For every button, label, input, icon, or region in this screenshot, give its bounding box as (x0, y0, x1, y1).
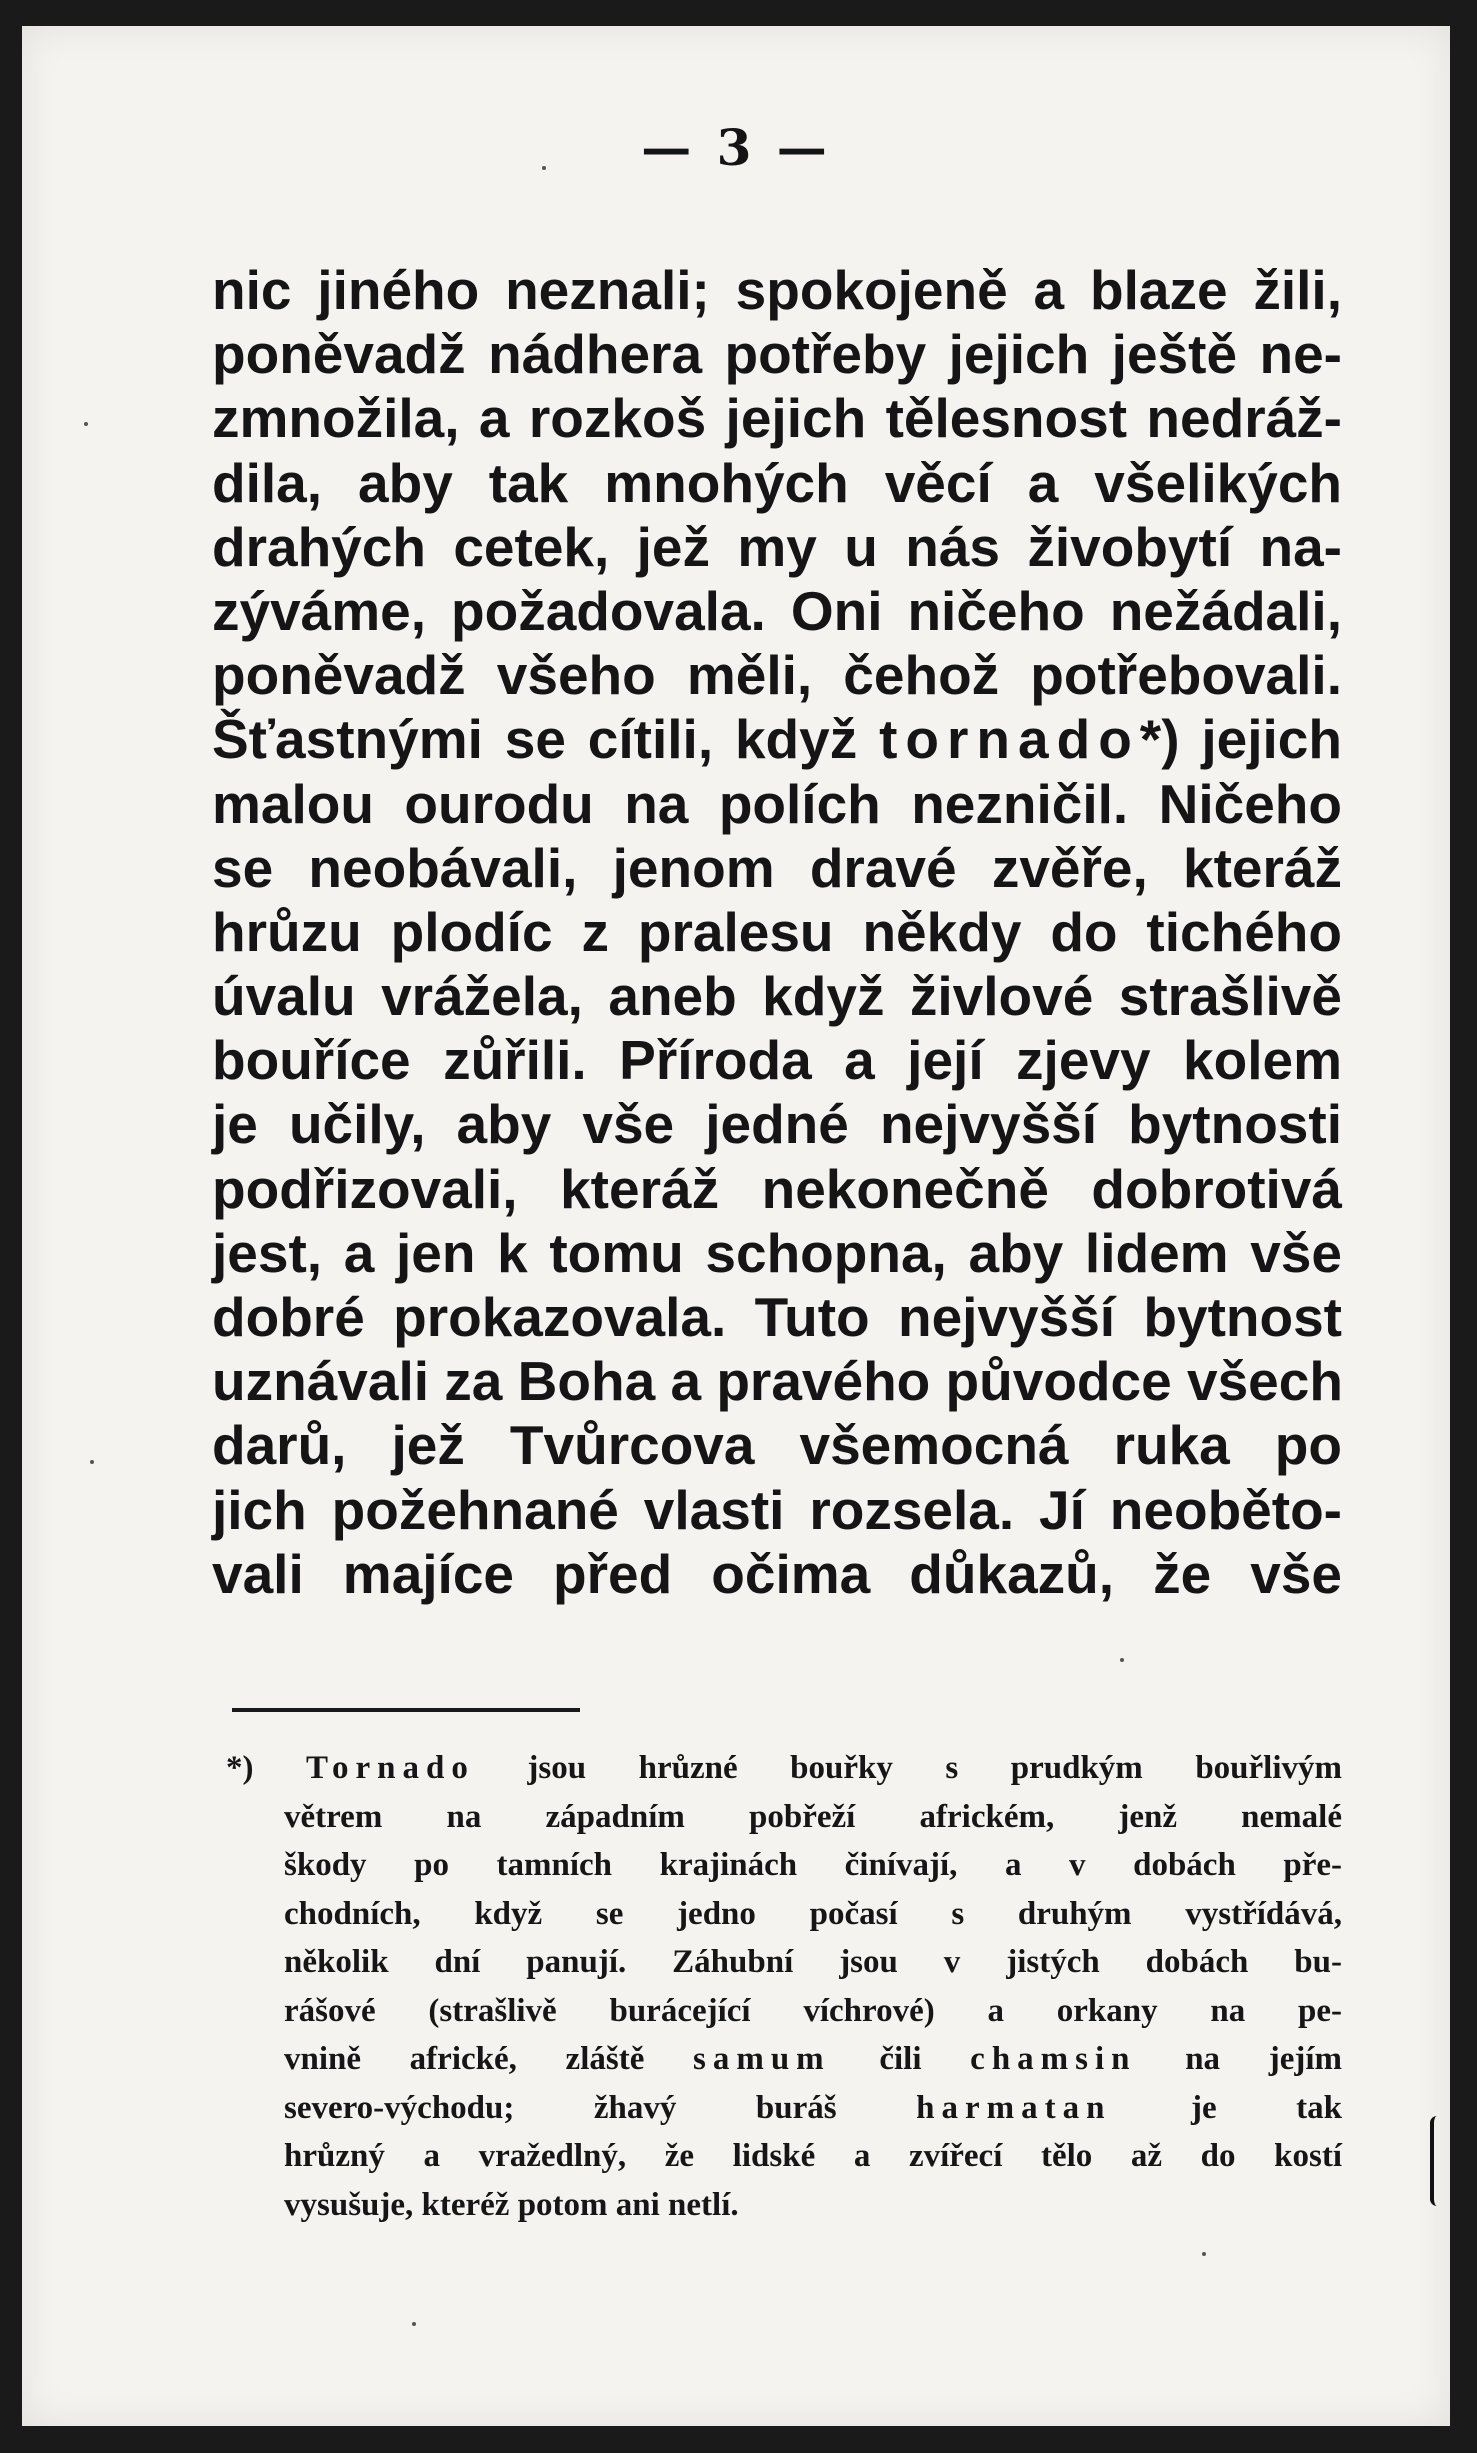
text-line: poněvadž všeho měli, čehož potřebovali. (212, 644, 1342, 707)
text-line: se neobávali, jenom dravé zvěře, kteráž (212, 836, 1342, 899)
text-line: dobré prokazovala. Tuto nejvyšší bytnost (212, 1286, 1342, 1348)
text-line: darů, jež Tvůrcova všemocná ruka po (212, 1414, 1342, 1477)
footnote-line-samum (226, 2035, 1342, 2084)
text-line: nic jiného neznali; spokojeně a blaze žili, (212, 259, 1342, 321)
footnote-line: několik dní panují. Záhubní jsou v jistých dobách bu- (284, 1944, 1342, 1980)
text-line-tornado (212, 707, 1342, 771)
text-fragment: čili (830, 2041, 971, 2077)
spaced-term-tornado: Tornado (306, 1750, 475, 1786)
text-fragment: severo-východu; žhavý buráš (284, 2089, 917, 2126)
text-line: je učily, aby vše jedné nejvyšší bytnosti (212, 1093, 1342, 1156)
footnote-block (226, 1744, 1342, 2229)
footnote-line: větrem na západním pobřeží africkém, jenž nemalé (284, 1798, 1342, 1835)
text-line: jest, a jen k tomu schopna, aby lidem vše (212, 1221, 1342, 1284)
text-line: poněvadž nádhera potřeby jejich ještě ne- (212, 323, 1342, 386)
spaced-term-chamsin: chamsin (970, 2041, 1137, 2077)
spaced-term-harmatan: harmatan (916, 2089, 1112, 2126)
text-fragment: je tak (1111, 2089, 1342, 2126)
footnote-line-harmatan (226, 2084, 1342, 2133)
spaced-term-tornado: tornado (879, 708, 1140, 771)
text-fragment: jsou hrůzné bouřky s prudkým bouřlivým (474, 1750, 1342, 1786)
text-line: dila, aby tak mnohých věcí a všelikých (212, 451, 1342, 514)
text-line: malou ourodu na polích nezničil. Ničeho (212, 772, 1342, 835)
footnote-line: rášové (strašlivě burácející víchrové) a orkany na pe- (284, 1992, 1342, 2029)
text-fragment: *) jejich (1139, 708, 1342, 771)
footnote-line: škody po tamních krajinách činívají, a v dobách pře- (284, 1847, 1342, 1883)
paper-speck (1202, 2252, 1206, 2256)
paper-speck (1120, 1658, 1124, 1662)
text-line: bouříce zůřili. Příroda a její zjevy kolem (212, 1029, 1342, 1092)
text-line: úvalu vrážela, aneb když živlové strašlivě (212, 965, 1342, 1028)
text-line: zýváme, požadovala. Oni ničeho nežádali, (212, 579, 1342, 642)
text-fragment: vnině africké, zláště (284, 2041, 693, 2077)
text-line: hrůzu plodíc z pralesu někdy do tichého (212, 900, 1342, 963)
footnote-separator (232, 1708, 580, 1712)
page-number: — 3 — (641, 118, 831, 177)
paper-speck (412, 2322, 416, 2326)
page-edge-mark (1430, 2116, 1444, 2206)
footnote-marker: *) (226, 1750, 307, 1786)
text-fragment: na jejím (1136, 2041, 1342, 2077)
paper-speck (542, 166, 546, 170)
footnote-line-first (226, 1744, 1342, 1793)
footnote-line: vysušuje, kteréž potom ani netlí. (284, 2186, 739, 2223)
footnote-line: chodních, když se jedno počasí s druhým vystřídává, (284, 1895, 1342, 1932)
spaced-term-samum: samum (693, 2041, 831, 2077)
text-line: uznávali za Boha a pravého původce všech (212, 1350, 1343, 1413)
text-line: podřizovali, kteráž nekonečně dobrotivá (212, 1157, 1342, 1220)
text-line: zmnožila, a rozkoš jejich tělesnost nedráž- (212, 387, 1342, 450)
footnote-line: hrůzný a vražedlný, že lidské a zvířecí tělo až do kostí (284, 2138, 1342, 2174)
paper-speck (84, 422, 88, 426)
text-line: drahých cetek, jež my u nás živobytí na- (212, 515, 1342, 578)
main-text-block (212, 258, 1342, 1606)
text-line: jich požehnané vlasti rozsela. Jí neoběto- (212, 1478, 1342, 1541)
text-line: vali majíce před očima důkazů, že vše (212, 1542, 1342, 1605)
book-page (22, 26, 1450, 2426)
paper-speck (90, 1460, 94, 1464)
text-fragment: Šťastnými se cítili, když (212, 708, 880, 771)
